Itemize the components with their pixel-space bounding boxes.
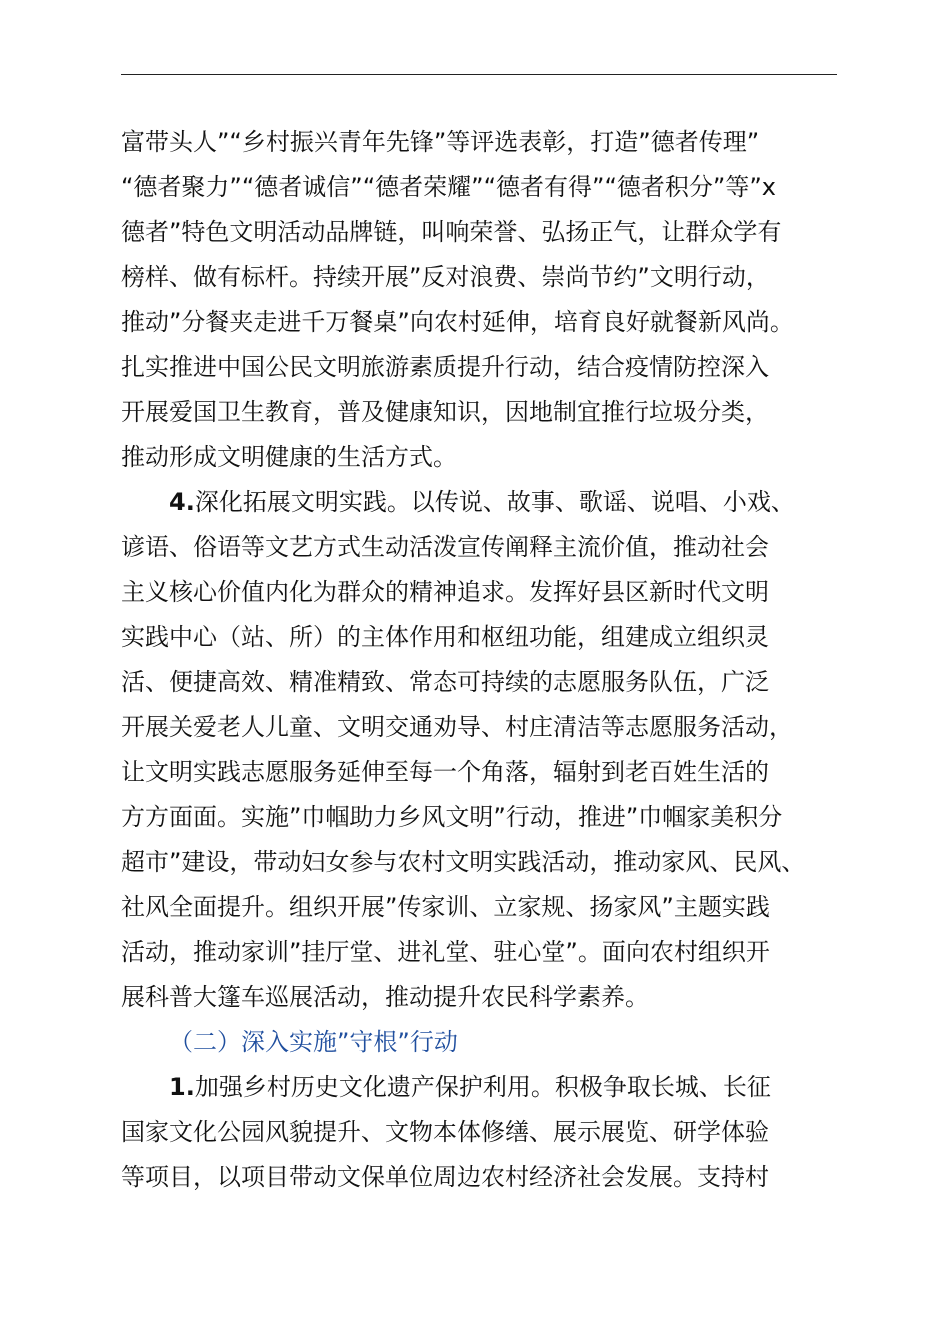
- text-line-first: [121, 480, 861, 525]
- text-line: 富带头人”“乡村振兴青年先锋”等评选表彰，打造”德者传理”: [121, 128, 760, 156]
- text-line: 展科普大篷车巡展活动，推动提升农民科学素养。: [121, 983, 649, 1011]
- text-line: “德者聚力”“德者诚信”“德者荣耀”“德者有得”“德者积分”等”x: [121, 173, 776, 201]
- item-number: 1.: [169, 1073, 195, 1101]
- text-line: 榜样、做有标杆。持续开展”反对浪费、崇尚节约”文明行动，: [121, 263, 770, 291]
- text-line: 实践中心（站、所）的主体作用和枢纽功能，组建成立组织灵: [121, 623, 769, 651]
- item-number: 4.: [169, 488, 195, 516]
- text-line: 德者”特色文明活动品牌链，叫响荣誉、弘扬正气，让群众学有: [121, 218, 782, 246]
- text-line: 国家文化公园风貌提升、文物本体修缮、展示展览、研学体验: [121, 1118, 769, 1146]
- section-heading: （二）深入实施”守根”行动: [169, 1028, 458, 1056]
- text-line: 方方面面。实施”巾帼助力乡风文明”行动，推进”巾帼家美积分: [121, 803, 783, 831]
- document-body: [121, 120, 861, 1200]
- text-line: 社风全面提升。组织开展”传家训、立家规、扬家风”主题实践: [121, 893, 770, 921]
- text-line: 扎实推进中国公民文明旅游素质提升行动，结合疫情防控深入: [121, 353, 769, 381]
- text-line: 超市”建设，带动妇女参与农村文明实践活动，推动家风、民风、: [121, 848, 806, 876]
- text-line: 开展爱国卫生教育，普及健康知识，因地制宜推行垃圾分类，: [121, 398, 769, 426]
- header-rule: [121, 74, 837, 75]
- item-title-text: 加强乡村历史文化遗产保护利用。积极争取长城、长征: [194, 1073, 771, 1101]
- paragraph-item-4: [121, 480, 861, 1020]
- text-line: 开展关爱老人儿童、文明交通劝导、村庄清洁等志愿服务活动，: [121, 713, 793, 741]
- text-line: 让文明实践志愿服务延伸至每一个角落，辐射到老百姓生活的: [121, 758, 769, 786]
- item-title-text: 深化拓展文明实践。以传说、故事、歌谣、说唱、小戏、: [194, 488, 795, 516]
- text-line: 主义核心价值内化为群众的精神追求。发挥好县区新时代文明: [121, 578, 769, 606]
- text-line: 等项目，以项目带动文保单位周边农村经济社会发展。支持村: [121, 1163, 769, 1191]
- text-line: 谚语、俗语等文艺方式生动活泼宣传阐释主流价值，推动社会: [121, 533, 769, 561]
- paragraph-item-1: [121, 1065, 861, 1200]
- text-line: 推动形成文明健康的生活方式。: [121, 443, 457, 471]
- text-line: 活动，推动家训”挂厅堂、进礼堂、驻心堂”。面向农村组织开: [121, 938, 770, 966]
- text-line-first: [121, 1065, 861, 1110]
- text-line: 活、便捷高效、精准精致、常态可持续的志愿服务队伍，广泛: [121, 668, 769, 696]
- paragraph-continued: [121, 120, 861, 480]
- text-line: 推动”分餐夹走进千万餐桌”向农村延伸，培育良好就餐新风尚。: [121, 308, 794, 336]
